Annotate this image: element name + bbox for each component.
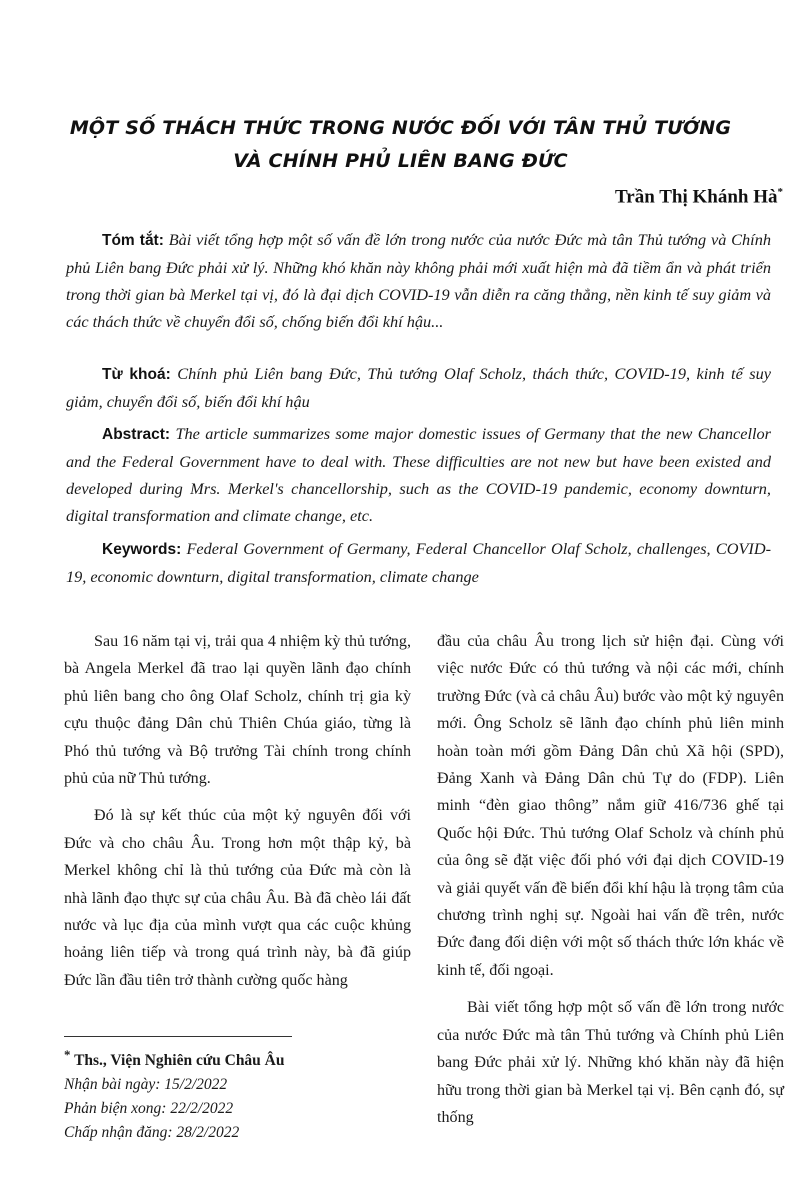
body-column-right <box>437 628 784 1141</box>
body-paragraph: Đó là sự kết thúc của một kỷ nguyên đối với Đức và cho châu Âu. Trong hơn một thập kỷ, bà Merkel không chỉ là thủ tướng của Đức mà còn là nhà lãnh đạo thực sự của châu Âu. Bà đã chèo lái đất nước và lục địa của mình vượt qua các cuộc khủng hoảng liên tiếp và trong quá trình này, bà đã giúp Đức lần đầu tiên trở thành cường quốc hàng <box>64 807 411 989</box>
title-line-1: MỘT SỐ THÁCH THỨC TRONG NƯỚC ĐỐI VỚI TÂN THỦ TƯỚNG <box>69 117 732 139</box>
keywords-vi <box>66 360 771 415</box>
summary-label: Tóm tắt: <box>102 232 164 249</box>
abstract-text: The article summarizes some major domestic issues of Germany that the new Chancellor and the Federal Government have to deal with. These difficulties are not new but have been existed and developed during Mrs. Merkel's chancellorship, such as the COVID-19 pandemic, economy downturn, digital transformation and climate change, etc. <box>66 424 771 525</box>
author-footnote-mark: * <box>777 186 783 198</box>
footnote-mark: * <box>64 1047 71 1062</box>
footnote-affiliation <box>64 1043 404 1073</box>
keywords-en <box>66 535 771 590</box>
author-text: Trần Thị Khánh Hà <box>615 186 778 208</box>
author-name <box>615 186 783 208</box>
reviewed-date: Phản biện xong: 22/2/2022 <box>64 1100 234 1118</box>
footnote <box>64 1043 404 1145</box>
title-line-2: VÀ CHÍNH PHỦ LIÊN BANG ĐỨC <box>233 150 568 172</box>
footnote-divider <box>64 1036 292 1037</box>
keywords-en-label: Keywords: <box>102 541 182 558</box>
footnote-affiliation-text: Ths., Viện Nghiên cứu Châu Âu <box>74 1052 285 1070</box>
keywords-en-text: Federal Government of Germany, Federal Chancellor Olaf Scholz, challenges, COVID-19, economic downturn, digital transformation, climate change <box>66 539 771 586</box>
body-column-left <box>64 628 411 1004</box>
body-paragraph: Sau 16 năm tại vị, trải qua 4 nhiệm kỳ thủ tướng, bà Angela Merkel đã trao lại quyền lãnh đạo chính phủ liên bang cho ông Olaf Scholz, chính trị gia kỳ cựu thuộc đảng Dân chủ Thiên Chúa giáo, từng là Phó thủ tướng và Bộ trưởng Tài chính trong chính phủ của nữ Thủ tướng. <box>64 633 411 788</box>
summary-vi <box>66 226 771 335</box>
abstract-en <box>66 420 771 529</box>
abstract-label: Abstract: <box>102 426 171 443</box>
body-paragraph-continued: đầu của châu Âu trong lịch sử hiện đại. Cùng với việc nước Đức có thủ tướng và nội các mới, chính trường Đức (và cả châu Âu) bước vào một kỷ nguyên mới. Ông Scholz sẽ lãnh đạo chính phủ liên minh hoàn toàn mới gồm Đảng Dân chủ Xã hội (SPD), Đảng Xanh và Đảng Dân chủ Tự do (FDP). Liên minh “đèn giao thông” nắm giữ 416/736 ghế tại Quốc hội Đức. Thủ tướng Olaf Scholz và chính phủ của ông sẽ đặt việc đối phó với đại dịch COVID-19 và giải quyết vấn đề biến đổi khí hậu là trọng tâm của chương trình nghị sự. Ngoài hai vấn đề trên, nước Đức đang đối diện với một số thách thức lớn khác về kinh tế, đối ngoại. <box>437 633 784 979</box>
accepted-date: Chấp nhận đăng: 28/2/2022 <box>64 1124 240 1142</box>
summary-text: Bài viết tổng hợp một số vấn đề lớn trong nước của nước Đức mà tân Thủ tướng và Chính phủ Liên bang Đức phải xử lý. Những khó khăn này không phải mới xuất hiện mà đã tiềm ẩn và phát triển trong thời gian bà Merkel tại vị, đó là đại dịch COVID-19 vẫn diễn ra căng thẳng, nền kinh tế suy giảm và các thách thức về chuyển đổi số, chống biến đổi khí hậu... <box>66 230 771 331</box>
body-paragraph: Bài viết tổng hợp một số vấn đề lớn trong nước của nước Đức mà tân Thủ tướng và Chính phủ Liên bang Đức phải xử lý. Những khó khăn này đã hiện hữu trong thời gian bà Merkel tại vị. Bên cạnh đó, sự thống <box>437 999 784 1126</box>
keywords-vi-label: Từ khoá: <box>102 366 171 383</box>
article-title <box>40 112 761 178</box>
keywords-vi-text: Chính phủ Liên bang Đức, Thủ tướng Olaf Scholz, thách thức, COVID-19, kinh tế suy giảm, chuyển đổi số, biến đổi khí hậu <box>66 364 772 411</box>
received-date: Nhận bài ngày: 15/2/2022 <box>64 1076 228 1094</box>
